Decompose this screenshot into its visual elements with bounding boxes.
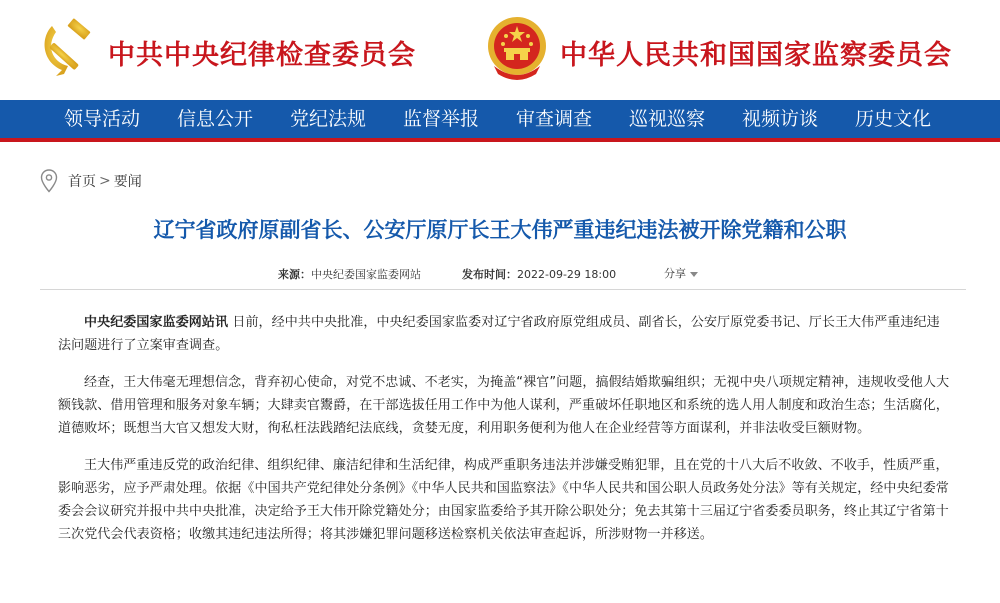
paragraph-text: 经查，王大伟毫无理想信念，背弃初心使命，对党不忠诚、不老实，为掩盖“裸官”问题，搞假结婚欺骗组织；无视中央八项规定精神，违规收受他人大额钱款、借用管理和服务对象车辆；大肆卖官鬻爵，在干部选拔任用工作中为他人谋利，严重破坏任职地区和系统的选人用人制度和政治生态；生活腐化，道德败坏；既想当大官又想发大财，徇私枉法践踏纪法底线，贪婪无度，利用职务便利为他人在企业经营等方面谋利，并非法收受巨额财物。 (58, 375, 950, 436)
breadcrumb-separator: > (99, 173, 111, 189)
article-body (58, 311, 950, 560)
caret-down-icon (690, 272, 698, 277)
paragraph-text: 日前，经中共中央批准，中央纪委国家监委对辽宁省政府原党组成员、副省长，公安厅原党委书记、厅长王大伟严重违纪违法问题进行了立案审查调查。 (58, 315, 940, 353)
nav-item-investigation[interactable]: 审查调查 (516, 108, 593, 130)
nav-item-leadership[interactable]: 领导活动 (64, 108, 141, 130)
nav-item-video[interactable]: 视频访谈 (742, 108, 819, 130)
share-label: 分享 (664, 267, 686, 280)
breadcrumb (40, 168, 142, 194)
article-source (278, 266, 421, 282)
article-title: 辽宁省政府原副省长、公安厅原厅长王大伟严重违纪违法被开除党籍和公职 (153, 217, 847, 242)
breadcrumb-home[interactable]: 首页 (68, 174, 96, 190)
breadcrumb-current[interactable]: 要闻 (113, 174, 142, 190)
nav-item-report[interactable]: 监督举报 (403, 108, 480, 130)
paragraph-lead: 中央纪委国家监委网站讯 (84, 315, 229, 330)
article-paragraph (58, 454, 950, 546)
party-emblem-icon[interactable] (38, 18, 98, 78)
site-header (0, 0, 1000, 100)
time-value: 2022-09-29 18:00 (517, 268, 617, 281)
location-pin-icon (40, 169, 58, 193)
time-label: 发布时间： (462, 268, 517, 281)
nav-item-history[interactable]: 历史文化 (855, 108, 932, 130)
main-nav (0, 100, 1000, 138)
paragraph-text: 王大伟严重违反党的政治纪律、组织纪律、廉洁纪律和生活纪律，构成严重职务违法并涉嫌受贿犯罪，且在党的十八大后不收敛、不收手，性质严重，影响恶劣，应予严肃处理。依据《中国共产党纪律处分条例》《中华人民共和国监察法》《中华人民共和国公职人员政务处分法》等有关规定，经中央纪委常委会会议研究并报中共中央批准，决定给予王大伟开除党籍处分；由国家监委给予其开除公职处分；免去其第十三届辽宁省委委员职务，终止其辽宁省第十三次党代会代表资格；收缴其违纪违法所得；将其涉嫌犯罪问题移送检察机关依法审查起诉，所涉财物一并移送。 (58, 458, 949, 542)
nav-item-disclosure[interactable]: 信息公开 (177, 108, 254, 130)
source-value: 中央纪委国家监委网站 (311, 268, 421, 281)
nsc-title[interactable]: 中华人民共和国国家监察委员会 (560, 40, 952, 71)
national-emblem-icon[interactable] (484, 14, 550, 84)
article-paragraph (58, 311, 950, 357)
nav-item-inspection[interactable]: 巡视巡察 (629, 108, 706, 130)
source-label: 来源： (278, 268, 311, 281)
ccdi-title[interactable]: 中共中央纪律检查委员会 (108, 40, 416, 71)
article-paragraph (58, 371, 950, 440)
meta-divider (40, 289, 966, 290)
nav-item-regulations[interactable]: 党纪法规 (290, 108, 367, 130)
article-time (462, 266, 616, 282)
share-button[interactable] (664, 265, 698, 281)
